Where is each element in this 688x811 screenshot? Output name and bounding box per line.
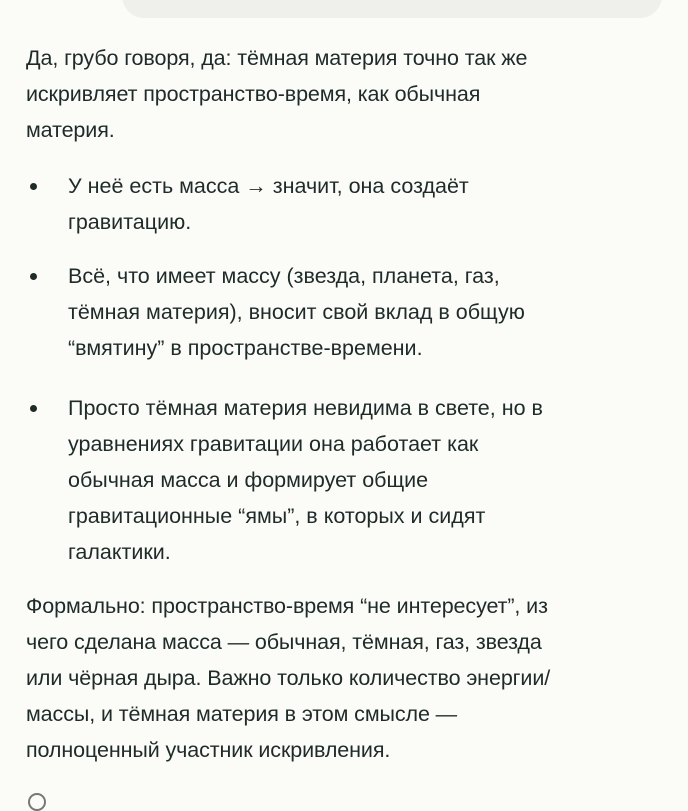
text-line: чего сделана масса — обычная, тёмная, газ, звезда	[26, 630, 542, 654]
circle-icon	[28, 793, 46, 811]
text-line: полноценный участник искривления.	[26, 738, 391, 762]
text-line: искривляет пространство-время, как обычная	[26, 82, 481, 106]
text-line: уравнениях гравитации она работает как	[68, 432, 479, 456]
text-line: или чёрная дыра. Важно только количество энергии/	[26, 666, 551, 690]
text-line: У неё есть масса → значит, она создаёт	[68, 174, 469, 198]
text-line: галактики.	[68, 540, 171, 564]
text-line: “вмятину” в пространстве-времени.	[68, 336, 423, 360]
intro-paragraph	[26, 40, 527, 148]
text-line: Формально: пространство-время “не интересует”, из	[26, 594, 548, 618]
text-line: Просто тёмная материя невидима в свете, но в	[68, 396, 543, 420]
conclusion-paragraph	[26, 588, 550, 768]
text-line: Да, грубо говоря, да: тёмная материя точно так же	[26, 46, 528, 70]
text-line: гравитационные “ямы”, в которых и сидят	[68, 504, 486, 528]
text-line: материя.	[26, 118, 115, 142]
user-message-bubble	[122, 0, 662, 18]
text-line: тёмная материя), вносит свой вклад в общую	[68, 300, 525, 324]
bullet-icon	[30, 405, 37, 412]
text-line: обычная масса и формирует общие	[68, 468, 429, 492]
text-line: массы, и тёмная материя в этом смысле —	[26, 702, 458, 726]
text-line: гравитацию.	[68, 210, 192, 234]
text-line: Всё, что имеет массу (звезда, планета, газ,	[68, 264, 500, 288]
bullet-icon	[30, 183, 37, 190]
bullet-icon	[30, 273, 37, 280]
